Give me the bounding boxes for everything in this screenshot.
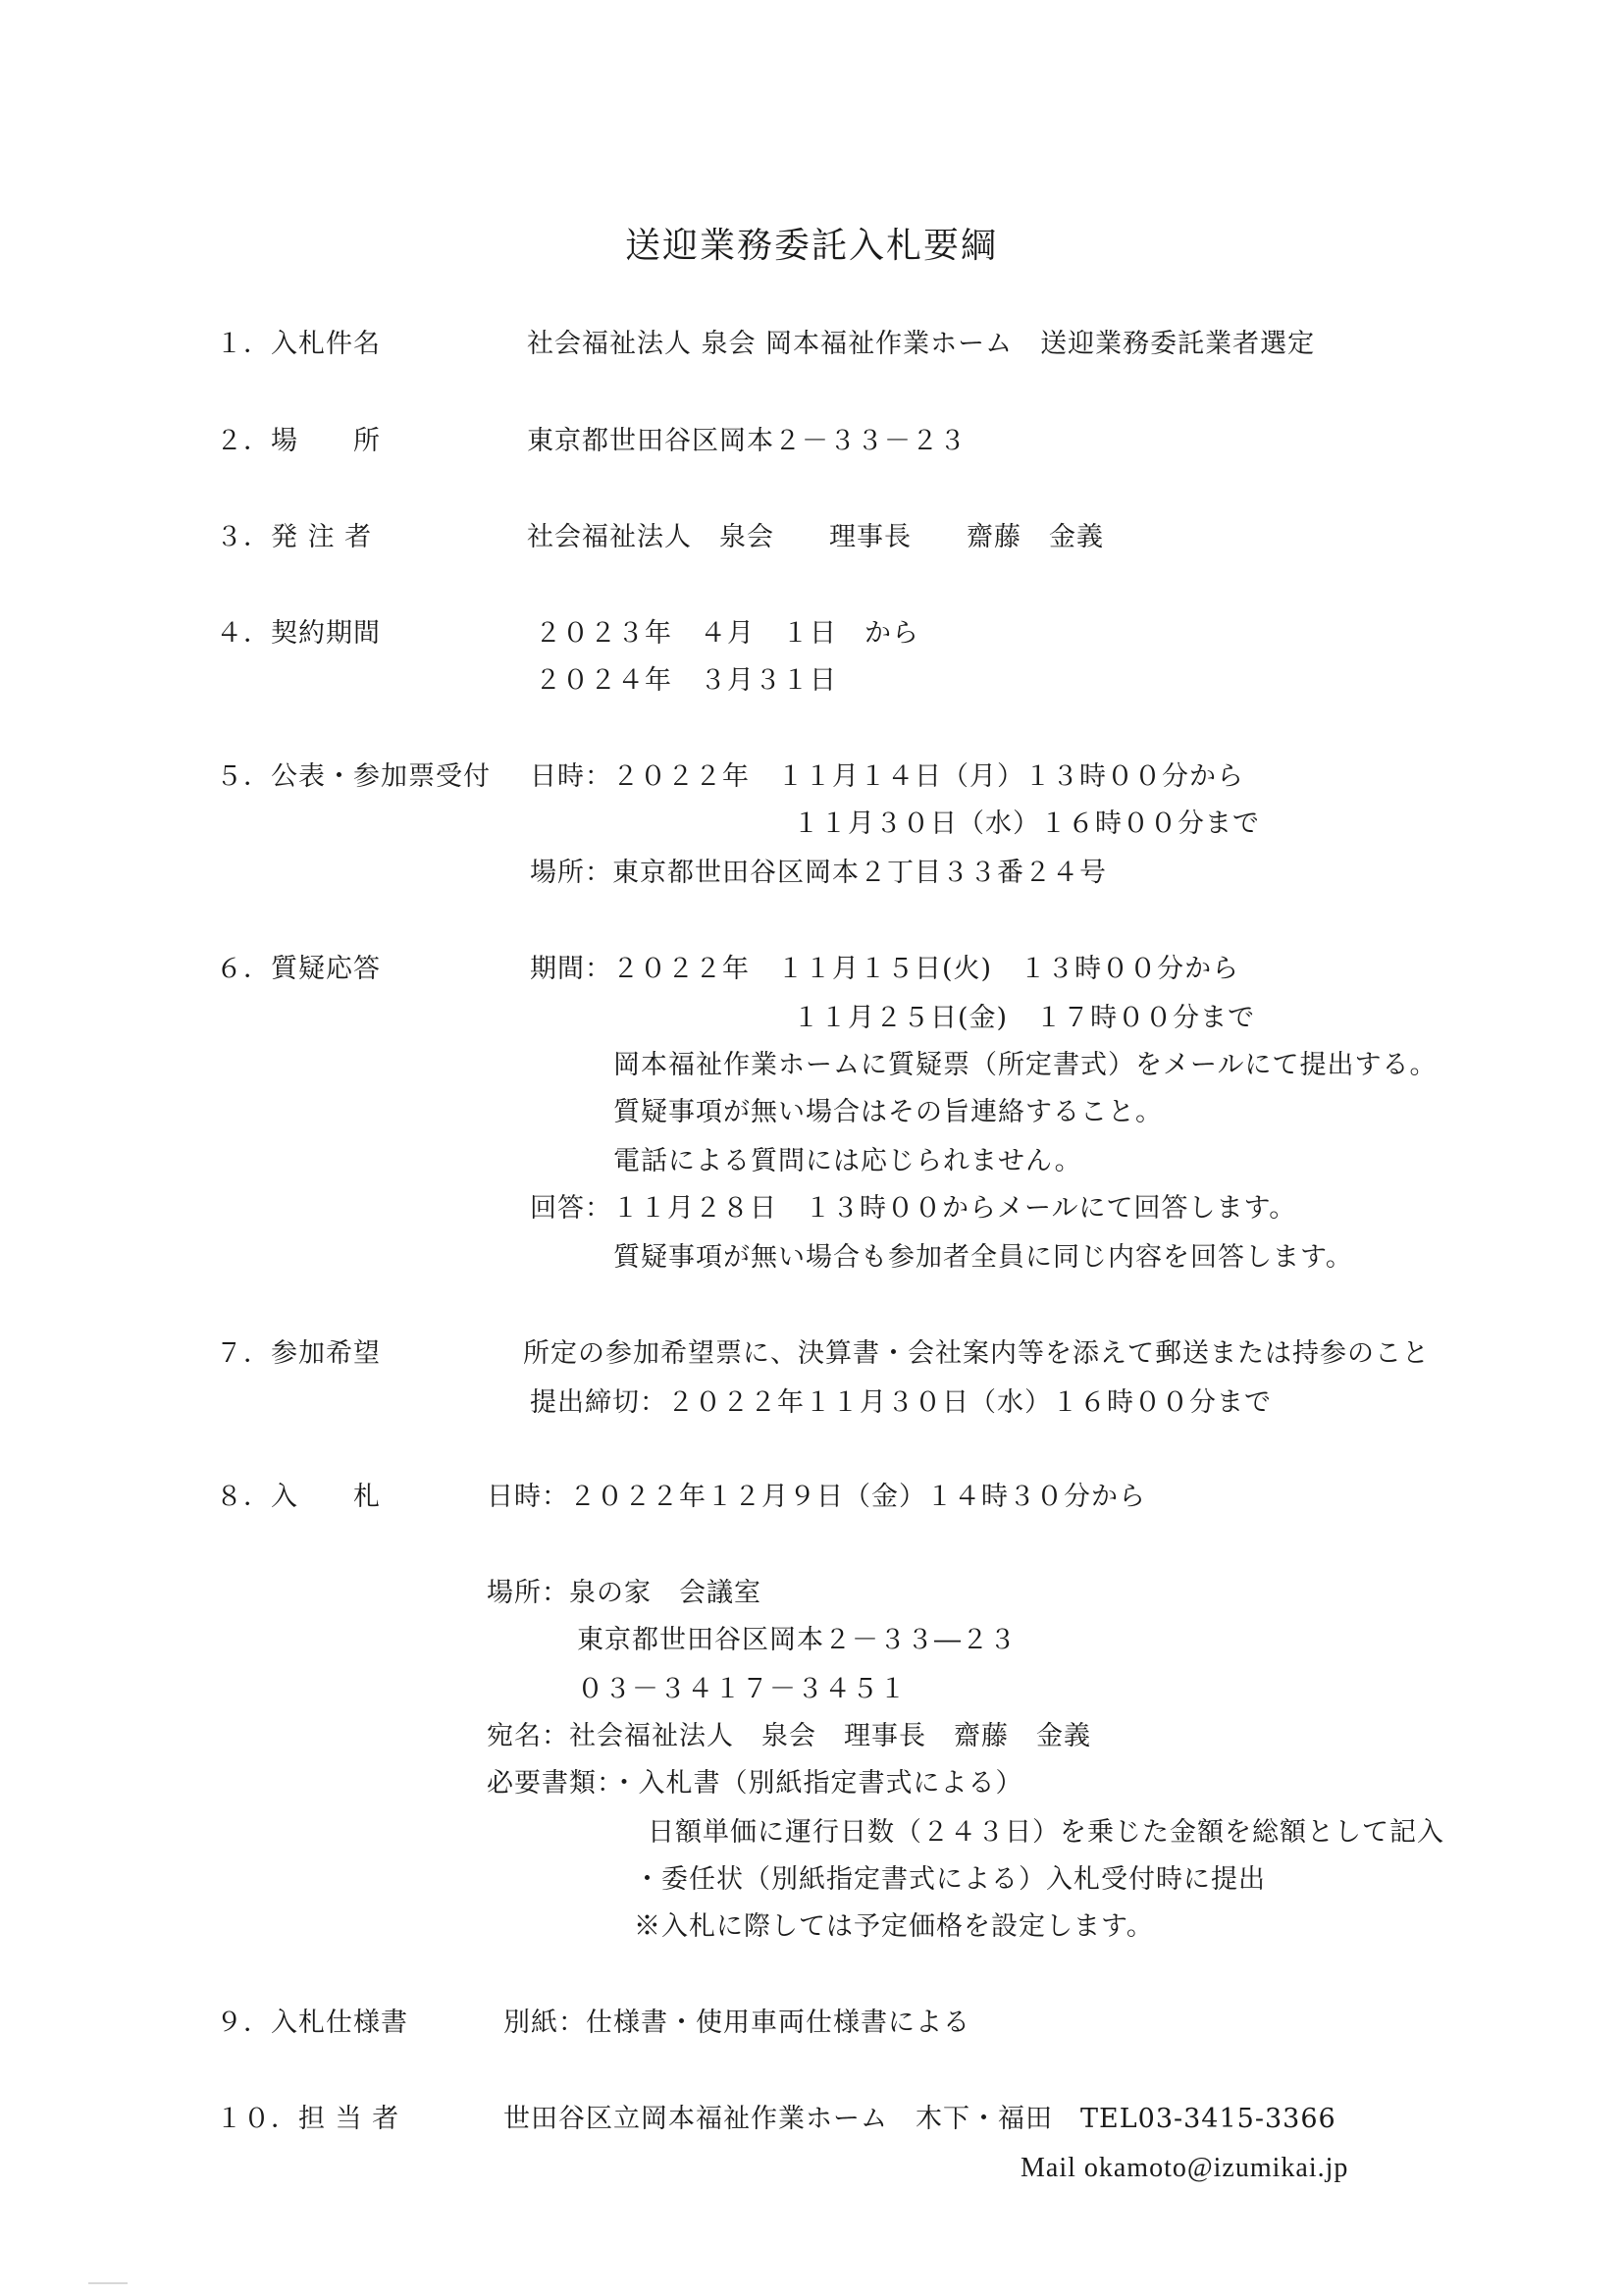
section-1-value: 社会福祉法人 泉会 岡本福祉作業ホーム 送迎業務委託業者選定 (527, 329, 1316, 359)
section-5-label: ５．公表・参加票受付 (216, 761, 491, 792)
section-6-line-7: 質疑事項が無い場合も参加者全員に同じ内容を回答します。 (613, 1242, 1353, 1273)
scan-speck (88, 2282, 128, 2284)
section-6-line-6: 回答：１１月２８日 １３時００からメールにて回答します。 (530, 1193, 1297, 1224)
section-8-line-4: ０３－３４１７－３４５１ (577, 1674, 907, 1704)
section-1-label: １．入札件名 (216, 329, 381, 359)
section-8-line-7: 日額単価に運行日数（２４３日）を乗じた金額を総額として記入 (648, 1817, 1444, 1848)
section-7-line-1: 所定の参加希望票に、決算書・会社案内等を添えて郵送または持参のこと (523, 1338, 1430, 1369)
section-9-value: 別紙：仕様書・使用車両仕様書による (503, 2008, 970, 2038)
section-8-line-9: ※入札に際しては予定価格を設定します。 (634, 1911, 1154, 1942)
section-4-line-1: ２０２３年 ４月 １日 から (535, 618, 919, 649)
section-3-value: 社会福祉法人 泉会 理事長 齋藤 金義 (527, 522, 1104, 552)
section-6-line-1: 期間：２０２２年 １１月１５日(火) １３時００分から (530, 954, 1240, 984)
section-4-line-2: ２０２４年 ３月３１日 (535, 665, 837, 696)
section-5-line-3: 場所：東京都世田谷区岡本２丁目３３番２４号 (530, 858, 1107, 888)
section-8-line-5: 宛名：社会福祉法人 泉会 理事長 齋藤 金義 (487, 1721, 1091, 1751)
document-title: 送迎業務委託入札要綱 (624, 226, 998, 266)
section-3-label: ３．発 注 者 (216, 522, 373, 552)
section-8-line-3: 東京都世田谷区岡本２－３３―２３ (577, 1625, 1017, 1655)
section-5-line-1: 日時：２０２２年 １１月１４日（月）１３時００分から (530, 761, 1244, 792)
section-8-line-6: 必要書類：・入札書（別紙指定書式による） (487, 1768, 1023, 1799)
section-8-line-2: 場所：泉の家 会議室 (487, 1578, 761, 1608)
section-2-value: 東京都世田谷区岡本２－３３－２３ (527, 426, 967, 456)
section-2-label: ２．場 所 (216, 426, 381, 456)
section-6-line-3: 岡本福祉作業ホームに質疑票（所定書式）をメールにて提出する。 (613, 1050, 1438, 1080)
section-4-label: ４．契約期間 (216, 618, 381, 649)
section-7-label: ７．参加希望 (216, 1338, 381, 1369)
section-6-label: ６．質疑応答 (216, 954, 381, 984)
section-6-line-4: 質疑事項が無い場合はその旨連絡すること。 (613, 1097, 1163, 1127)
section-8-line-8: ・委任状（別紙指定書式による）入札受付時に提出 (634, 1864, 1266, 1895)
section-6-line-5: 電話による質問には応じられません。 (613, 1146, 1082, 1176)
section-9-label: ９．入札仕様書 (216, 2008, 408, 2038)
section-7-line-2: 提出締切：２０２２年１１月３０日（水）１６時００分まで (530, 1387, 1272, 1418)
section-10-contact: 世田谷区立岡本福祉作業ホーム 木下・福田 TEL03-3415-3366 (503, 2104, 1336, 2134)
section-10-label: １０．担 当 者 (216, 2104, 400, 2134)
section-5-line-2: １１月３０日（水）１６時００分まで (793, 809, 1260, 839)
section-8-line-1: 日時：２０２２年１２月９日（金）１４時３０分から (487, 1482, 1146, 1512)
section-6-line-2: １１月２５日(金) １７時００分まで (793, 1003, 1256, 1033)
section-8-label: ８．入 札 (216, 1482, 381, 1512)
section-10-mail: Mail okamoto@izumikai.jp (1021, 2153, 1349, 2183)
